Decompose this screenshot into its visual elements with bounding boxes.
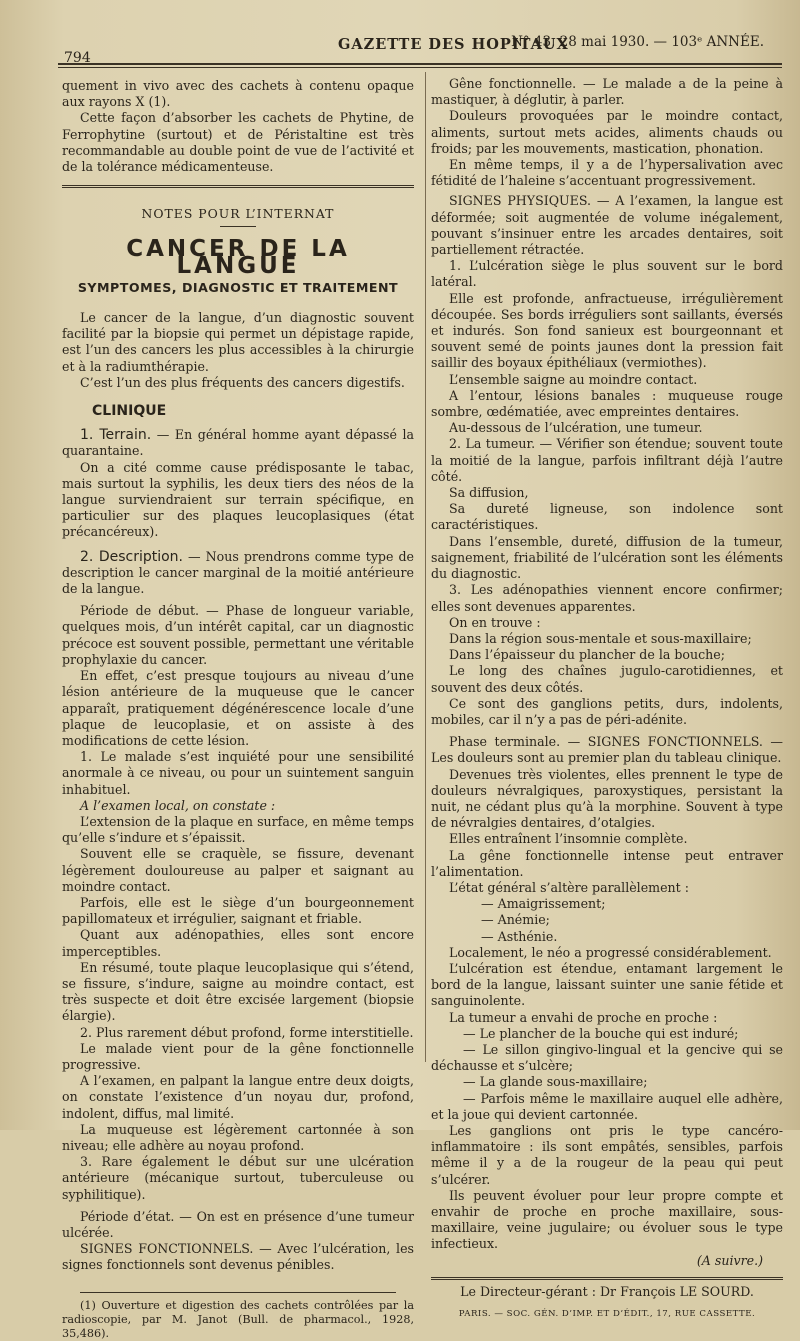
section-label: NOTES POUR L’INTERNAT [141, 206, 335, 222]
paragraph: Le malade vient pour de la gêne fonctionnelle progressive. [62, 1040, 414, 1072]
paragraph: Sa diffusion, [449, 485, 529, 501]
paragraph: Phase terminale. — SIGNES FONCTIONNELS. — Les douleurs sont au premier plan du tableau clinique. [431, 734, 783, 766]
page-number: 794 [64, 50, 91, 66]
paragraph: Douleurs provoquées par le moindre contact, aliments, surtout mets acides, aliments chauds ou froids; par les mouvements, mastication, phonation. [431, 108, 783, 156]
paragraph: La muqueuse est légèrement cartonnée à son niveau; elle adhère au noyau profond. [62, 1121, 414, 1153]
paragraph: Parfois, elle est le siège d’un bourgeonnement papillomateux et irrégulier, saignant et friable. [62, 894, 414, 927]
paragraph: Devenues très violentes, elles prennent le type de douleurs névralgiques, paroxystiques, persistant la nuit, ne cédant plus qu’à la morphine. Souvent à type de névralgies dentaires, d’otalgies. [431, 766, 783, 831]
column-divider [425, 72, 426, 1062]
list-item: — Le plancher de la bouche qui est induré; [463, 1025, 739, 1041]
paragraph: Le long des chaînes jugulo-carotidiennes, et souvent des deux côtés. [431, 663, 783, 695]
paragraph: Dans l’ensemble, dureté, diffusion de la tumeur, saignement, friabilité de l’ulcération sont les éléments du diagnostic. [431, 533, 783, 582]
paragraph: 1. L’ulcération siège le plus souvent sur le bord latéral. [431, 258, 783, 290]
left-column [62, 78, 414, 1341]
paragraph: Cette façon d’absorber les cachets de Phytine, de Ferrophytine (surtout) et de Péristaltine est très recommandable au double point de vue de l’activité et de la tolérance médicamenteuse. [62, 110, 414, 175]
journal-title: GAZETTE DES HOPITAUX [338, 36, 569, 53]
list-item: — Anémie; [481, 912, 550, 928]
paragraph: Période d’état. — On est en présence d’une tumeur ulcérée. [62, 1208, 414, 1240]
paragraph: Gêne fonctionnelle. — Le malade a de la peine à mastiquer, à déglutir, à parler. [431, 76, 783, 108]
paragraph: L’ulcération est étendue, entamant largement le bord de la langue, laissant suinter une sanie fétide et sanguinolente. [431, 960, 783, 1009]
list-item: — La glande sous-maxillaire; [463, 1074, 648, 1090]
paragraph: La tumeur a envahi de proche en proche : [449, 1009, 718, 1025]
subheading: 1. Terrain. [80, 427, 152, 444]
paragraph: On en trouve : [449, 614, 541, 630]
paragraph: — Nous prendrons comme type de description le cancer marginal de la moitié antérieure de la langue. [62, 548, 414, 597]
paragraph: A l’examen local, on constate : [80, 797, 276, 813]
paragraph: C’est l’un des plus fréquents des cancers digestifs. [80, 374, 405, 390]
paragraph: Ce sont des ganglions petits, durs, indolents, mobiles, car il n’y a pas de péri-adénite. [431, 695, 783, 727]
subheading: 2. Description. [80, 548, 184, 565]
paragraph: 2. Plus rarement début profond, forme interstitielle. [80, 1024, 414, 1040]
paragraph: Quant aux adénopathies, elles sont encore imperceptibles. [62, 927, 414, 959]
footnote: (1) Ouverture et digestion des cachets contrôlées par la radioscopie, par M. Janot (Bull. de pharmacol., 1928, 35,486). [62, 1298, 414, 1340]
article-subtitle: SYMPTOMES, DIAGNOSTIC ET TRAITEMENT [77, 279, 399, 295]
issue-info: N° 43, 28 mai 1930. — 103ᵉ ANNÉE. [511, 34, 764, 50]
paragraph: 2. La tumeur. — Vérifier son étendue; souvent toute la moitié de la langue, parfois infiltrant déjà l’autre côté. [431, 436, 783, 484]
paragraph: En effet, c’est presque toujours au niveau d’une lésion antérieure de la muqueuse que le cancer apparaît, pratiquement dégénérescence locale d’une plaque de leucoplasie, et on assiste à des modifications de cette lésion. [62, 668, 414, 748]
header-rule [58, 63, 782, 65]
paragraph: SIGNES FONCTIONNELS. — Avec l’ulcération, les signes fonctionnels sont devenus pénibles. [62, 1241, 414, 1273]
list-item: — Amaigrissement; [481, 896, 606, 912]
short-rule [220, 226, 256, 227]
paragraph: Au-dessous de l’ulcération, une tumeur. [449, 420, 703, 436]
paragraph: Dans l’épaisseur du plancher de la bouche; [449, 647, 725, 663]
paragraph: En même temps, il y a de l’hypersalivation avec fétidité de l’haleine s’accentuant progressivement. [431, 157, 783, 189]
paragraph: Dans la région sous-mentale et sous-maxillaire; [449, 630, 752, 646]
printer-line: PARIS. — SOC. GÉN. D’IMP. ET D’ÉDIT., 17, RUE CASSETTE. [458, 1309, 756, 1320]
paragraph: L’ensemble saigne au moindre contact. [449, 371, 698, 387]
list-item: — Le sillon gingivo-lingual et la gencive qui se déchausse et s’ulcère; [431, 1041, 783, 1074]
header-rule-thin [58, 67, 782, 68]
publisher-line: Le Directeur-gérant : Dr François LE SOURD. [431, 1277, 783, 1300]
paragraph: A l’entour, lésions banales : muqueuse rouge sombre, œdématiée, avec empreintes dentaires. [431, 387, 783, 420]
paragraph: A l’examen, en palpant la langue entre deux doigts, on constate l’existence d’un noyau dur, profond, indolent, diffus, mal limité. [62, 1073, 414, 1121]
paragraph: L’extension de la plaque en surface, en même temps qu’elle s’indure et s’épaissit. [62, 813, 414, 846]
paragraph: — En général homme ayant dépassé la quarantaine. [62, 427, 414, 459]
paragraph: 1. Le malade s’est inquiété pour une sensibilité anormale à ce niveau, ou pour un suintement sanguin inhabituel. [62, 749, 414, 797]
paragraph: 3. Les adénopathies viennent encore confirmer; elles sont devenues apparentes. [431, 582, 783, 614]
paragraph: Ils peuvent évoluer pour leur propre compte et envahir de proche en proche maxillaire, sous-maxillaire, veine jugulaire; ou évoluer sous le type infectieux. [431, 1187, 783, 1252]
list-item: — Asthénie. [481, 928, 558, 944]
paragraph: Elle est profonde, anfractueuse, irrégulièrement découpée. Ses bords irréguliers sont saillants, éversés et indurés. Son fond sanieux est bourgeonnant et souvent semé de points jaunes dont la pression fait saillir des boyaux épithéliaux (vermiothes). [431, 290, 783, 371]
paragraph: 3. Rare également le début sur une ulcération antérieure (mécanique surtout, tuberculeuse ou syphilitique). [62, 1154, 414, 1202]
list-item: — Parfois même le maxillaire auquel elle adhère, et la joue qui devient cartonnée. [431, 1090, 783, 1122]
paragraph: Elles entraînent l’insomnie complète. [449, 831, 688, 847]
paragraph: En résumé, toute plaque leucoplasique qui s’étend, se fissure, s’indure, saigne au moindre contact, est très suspecte et doit être excisée largement (biopsie élargie). [62, 959, 414, 1024]
paragraph: L’état général s’altère parallèlement : [449, 879, 689, 895]
article-title: CANCER DE LA LANGUE [126, 236, 350, 279]
paragraph: Les ganglions ont pris le type cancéro-inflammatoire : ils sont empâtés, sensibles, parfois même il y a de la rougeur de la peau qui peut s’ulcérer. [431, 1123, 783, 1187]
right-column [431, 76, 783, 1322]
paragraph: Période de début. — Phase de longueur variable, quelques mois, d’un intérêt capital, car un diagnostic précoce est souvent possible, permettant une véritable prophylaxie du cancer. [62, 603, 414, 667]
page-header [58, 30, 778, 66]
paragraph: SIGNES PHYSIQUES. — A l’examen, la langue est déformée; soit augmentée de volume inégalement, pouvant s’insinuer entre les arcades dentaires, soit partiellement rétractée. [431, 193, 783, 258]
paragraph: Le cancer de la langue, d’un diagnostic souvent facilité par la biopsie qui permet un dépistage rapide, est l’un des cancers les plus accessibles à la chirurgie et à la radiumthérapie. [62, 310, 414, 374]
to-be-continued: (A suivre.) [696, 1252, 763, 1268]
footnote-rule [80, 1292, 397, 1293]
section-separator [62, 185, 414, 188]
paragraph: On a cité comme cause prédisposante le tabac, mais surtout la syphilis, les deux tiers des néos de la langue surviendraient sur terrain spécifique, en particulier sur des plaques leucoplasiques (état précancéreux). [62, 459, 414, 540]
paragraph: Localement, le néo a progressé considérablement. [449, 944, 772, 960]
paragraph: quement in vivo avec des cachets à contenu opaque aux rayons X (1). [62, 78, 414, 110]
section-heading: CLINIQUE [92, 403, 167, 420]
paragraph: Souvent elle se craquèle, se fissure, devenant légèrement douloureuse au palper et saignant au moindre contact. [62, 846, 414, 894]
paragraph: Sa dureté ligneuse, son indolence sont caractéristiques. [431, 501, 783, 533]
paragraph: La gêne fonctionnelle intense peut entraver l’alimentation. [431, 847, 783, 879]
